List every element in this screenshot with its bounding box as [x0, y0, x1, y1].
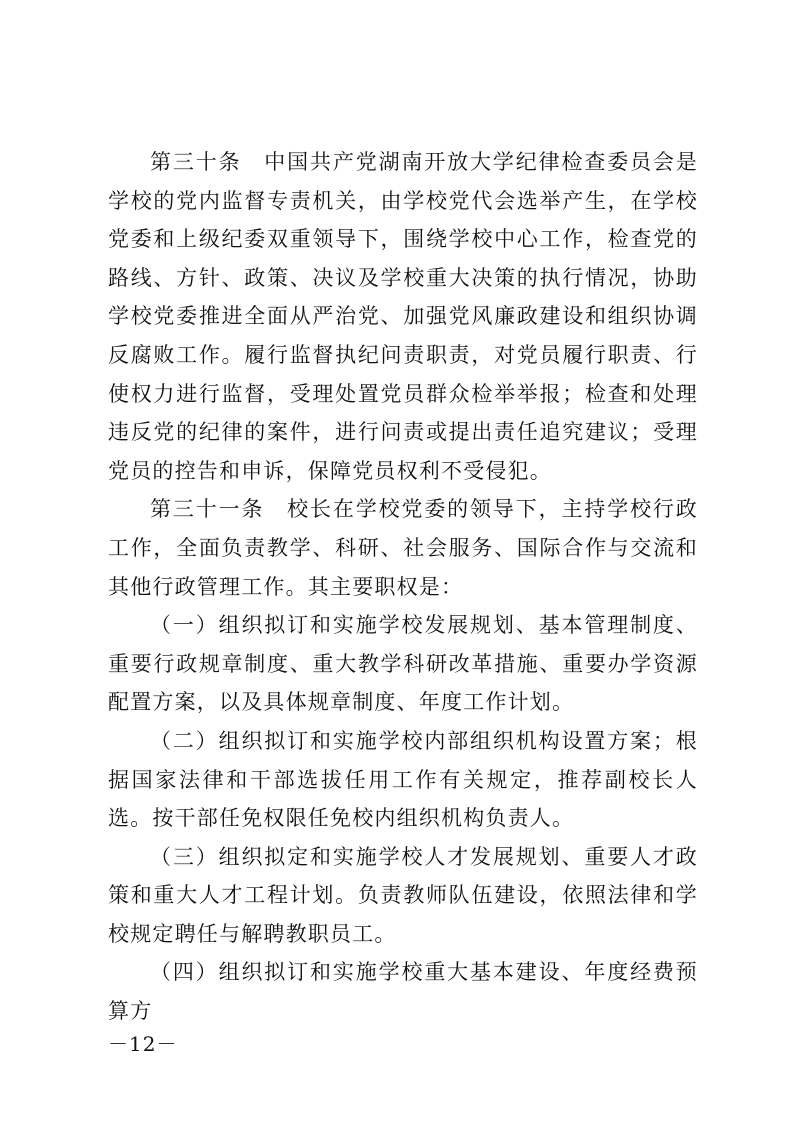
item-2-paragraph: （二）组织拟订和实施学校内部组织机构设置方案；根据国家法律和干部选拔任用工作有关规定，推荐副校长人选。按干部任免权限任免校内组织机构负责人。 [108, 728, 698, 831]
item-3-paragraph: （三）组织拟定和实施学校人才发展规划、重要人才政策和重大人才工程计划。负责教师队伍建设，依照法律和学校规定聘任与解聘教职员工。 [108, 844, 698, 946]
article-30-paragraph: 第三十条 中国共产党湖南开放大学纪律检查委员会是学校的党内监督专责机关，由学校党代会选举产生，在学校党委和上级纪委双重领导下，围绕学校中心工作，检查党的路线、方针、政策、决议及学校重大决策的执行情况，协助学校党委推进全面从严治党、加强党风廉政建设和组织协调反腐败工作。履行监督执纪问责职责，对党员履行职责、行使权力进行监督，受理处置党员群众检举举报；检查和处理违反党的纪律的案件，进行问责或提出责任追究建议；受理党员的控告和申诉，保障党员权利不受侵犯。 [108, 150, 698, 483]
document-body [108, 143, 698, 1031]
item-4-paragraph: （四）组织拟订和实施学校重大基本建设、年度经费预算方 [108, 960, 698, 1024]
page-number: －12－ [108, 1032, 178, 1056]
item-1-paragraph: （一）组织拟订和实施学校发展规划、基本管理制度、重要行政规章制度、重大教学科研改革措施、重要办学资源配置方案，以及具体规章制度、年度工作计划。 [108, 613, 698, 715]
article-31-paragraph: 第三十一条 校长在学校党委的领导下，主持学校行政工作，全面负责教学、科研、社会服务、国际合作与交流和其他行政管理工作。其主要职权是： [108, 497, 698, 599]
